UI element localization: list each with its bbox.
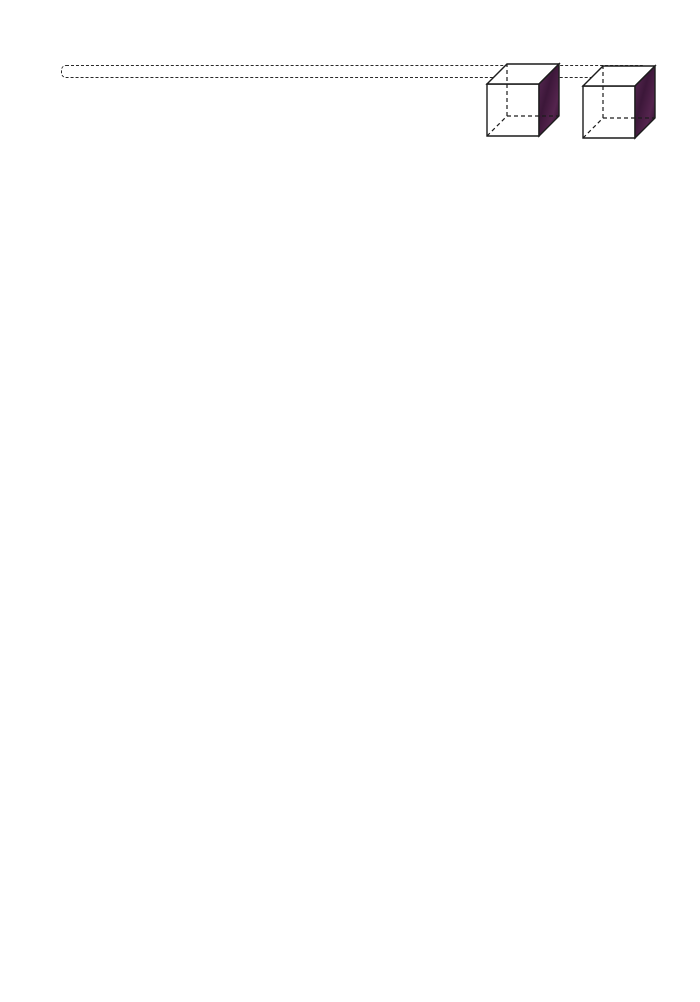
cube-figure xyxy=(485,58,657,144)
page-content xyxy=(63,56,649,86)
cube-1-icon xyxy=(487,64,559,136)
zinc-cubes-illustration xyxy=(485,58,657,144)
cube-2-icon xyxy=(583,66,655,138)
